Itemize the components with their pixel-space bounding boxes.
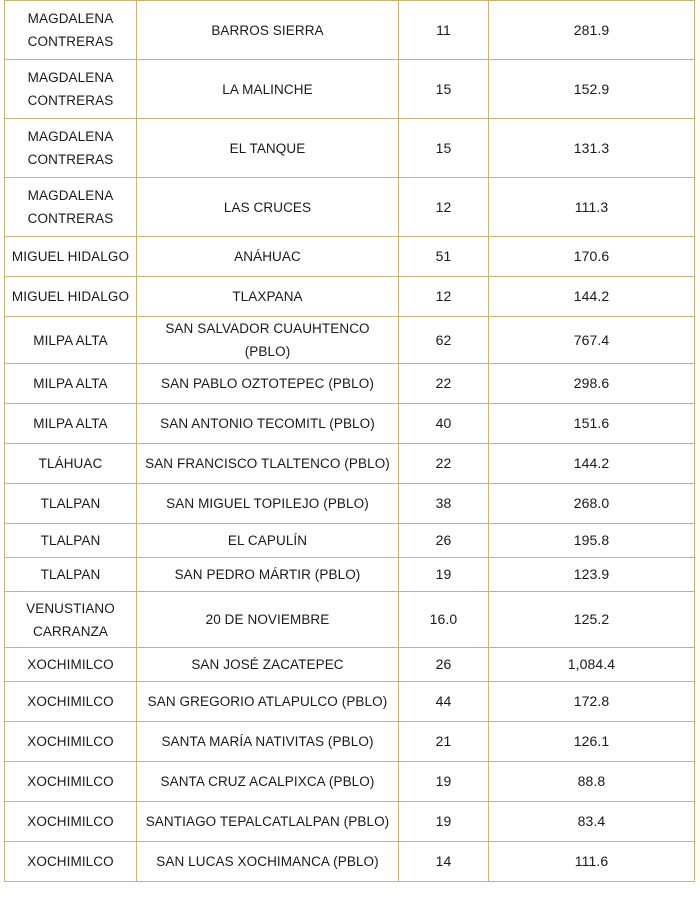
cell-alcaldia: MAGDALENA CONTRERAS: [5, 1, 137, 60]
table-row: [5, 722, 695, 762]
cell-tasa: 172.8: [489, 682, 695, 722]
cell-casos: 26: [399, 648, 489, 682]
table-row: [5, 277, 695, 317]
cell-tasa: 152.9: [489, 60, 695, 119]
table-body: [5, 1, 695, 882]
cell-tasa: 144.2: [489, 277, 695, 317]
cell-colonia: SAN FRANCISCO TLALTENCO (PBLO): [137, 444, 399, 484]
table-row: [5, 364, 695, 404]
table-row: [5, 119, 695, 178]
table-row: [5, 648, 695, 682]
cell-casos: 12: [399, 277, 489, 317]
cell-colonia: SAN LUCAS XOCHIMANCA (PBLO): [137, 842, 399, 882]
table-row: [5, 558, 695, 592]
cell-alcaldia: MAGDALENA CONTRERAS: [5, 178, 137, 237]
cell-casos: 19: [399, 762, 489, 802]
cell-colonia: SAN JOSÉ ZACATEPEC: [137, 648, 399, 682]
table-row: [5, 178, 695, 237]
cell-tasa: 125.2: [489, 592, 695, 648]
cell-tasa: 126.1: [489, 722, 695, 762]
cell-colonia: TLAXPANA: [137, 277, 399, 317]
cell-tasa: 281.9: [489, 1, 695, 60]
cell-colonia: ANÁHUAC: [137, 237, 399, 277]
table-row: [5, 484, 695, 524]
cell-casos: 21: [399, 722, 489, 762]
cell-tasa: 1,084.4: [489, 648, 695, 682]
cell-casos: 51: [399, 237, 489, 277]
cell-colonia: SANTIAGO TEPALCATLALPAN (PBLO): [137, 802, 399, 842]
cell-casos: 44: [399, 682, 489, 722]
cell-alcaldia: MILPA ALTA: [5, 404, 137, 444]
cell-casos: 26: [399, 524, 489, 558]
cell-colonia: SAN PABLO OZTOTEPEC (PBLO): [137, 364, 399, 404]
cell-alcaldia: TLALPAN: [5, 524, 137, 558]
table-row: [5, 592, 695, 648]
cell-casos: 15: [399, 60, 489, 119]
cell-alcaldia: XOCHIMILCO: [5, 682, 137, 722]
data-table-container: [4, 0, 694, 898]
cell-tasa: 123.9: [489, 558, 695, 592]
table-row: [5, 524, 695, 558]
cell-tasa: 83.4: [489, 802, 695, 842]
cell-tasa: 170.6: [489, 237, 695, 277]
table-row: [5, 682, 695, 722]
cell-casos: 38: [399, 484, 489, 524]
table-row: [5, 444, 695, 484]
table-row: [5, 802, 695, 842]
table-row: [5, 842, 695, 882]
cell-alcaldia: TLÁHUAC: [5, 444, 137, 484]
cell-casos: 15: [399, 119, 489, 178]
cell-alcaldia: VENUSTIANO CARRANZA: [5, 592, 137, 648]
cell-casos: 12: [399, 178, 489, 237]
cell-casos: 40: [399, 404, 489, 444]
cell-tasa: 111.6: [489, 842, 695, 882]
cell-alcaldia: MILPA ALTA: [5, 317, 137, 364]
cell-colonia: SAN SALVADOR CUAUHTENCO (PBLO): [137, 317, 399, 364]
cell-alcaldia: MAGDALENA CONTRERAS: [5, 60, 137, 119]
data-table: [4, 0, 695, 882]
cell-alcaldia: XOCHIMILCO: [5, 762, 137, 802]
cell-alcaldia: MIGUEL HIDALGO: [5, 237, 137, 277]
cell-casos: 16.0: [399, 592, 489, 648]
cell-alcaldia: MIGUEL HIDALGO: [5, 277, 137, 317]
cell-tasa: 767.4: [489, 317, 695, 364]
cell-casos: 14: [399, 842, 489, 882]
cell-alcaldia: TLALPAN: [5, 558, 137, 592]
cell-alcaldia: XOCHIMILCO: [5, 802, 137, 842]
cell-colonia: SAN ANTONIO TECOMITL (PBLO): [137, 404, 399, 444]
cell-casos: 62: [399, 317, 489, 364]
cell-colonia: BARROS SIERRA: [137, 1, 399, 60]
cell-colonia: SAN MIGUEL TOPILEJO (PBLO): [137, 484, 399, 524]
cell-tasa: 195.8: [489, 524, 695, 558]
cell-colonia: EL CAPULÍN: [137, 524, 399, 558]
table-row: [5, 762, 695, 802]
cell-casos: 11: [399, 1, 489, 60]
cell-tasa: 111.3: [489, 178, 695, 237]
cell-tasa: 144.2: [489, 444, 695, 484]
cell-colonia: LAS CRUCES: [137, 178, 399, 237]
cell-tasa: 131.3: [489, 119, 695, 178]
table-row: [5, 1, 695, 60]
table-row: [5, 404, 695, 444]
cell-colonia: LA MALINCHE: [137, 60, 399, 119]
cell-casos: 19: [399, 558, 489, 592]
cell-casos: 22: [399, 444, 489, 484]
cell-alcaldia: MILPA ALTA: [5, 364, 137, 404]
table-row: [5, 237, 695, 277]
cell-colonia: EL TANQUE: [137, 119, 399, 178]
cell-tasa: 298.6: [489, 364, 695, 404]
table-row: [5, 317, 695, 364]
cell-casos: 22: [399, 364, 489, 404]
cell-alcaldia: XOCHIMILCO: [5, 842, 137, 882]
cell-tasa: 88.8: [489, 762, 695, 802]
cell-alcaldia: XOCHIMILCO: [5, 648, 137, 682]
cell-alcaldia: TLALPAN: [5, 484, 137, 524]
cell-tasa: 151.6: [489, 404, 695, 444]
cell-alcaldia: MAGDALENA CONTRERAS: [5, 119, 137, 178]
cell-colonia: 20 DE NOVIEMBRE: [137, 592, 399, 648]
cell-colonia: SANTA MARÍA NATIVITAS (PBLO): [137, 722, 399, 762]
cell-colonia: SAN PEDRO MÁRTIR (PBLO): [137, 558, 399, 592]
cell-colonia: SAN GREGORIO ATLAPULCO (PBLO): [137, 682, 399, 722]
cell-casos: 19: [399, 802, 489, 842]
cell-colonia: SANTA CRUZ ACALPIXCA (PBLO): [137, 762, 399, 802]
table-row: [5, 60, 695, 119]
cell-alcaldia: XOCHIMILCO: [5, 722, 137, 762]
cell-tasa: 268.0: [489, 484, 695, 524]
